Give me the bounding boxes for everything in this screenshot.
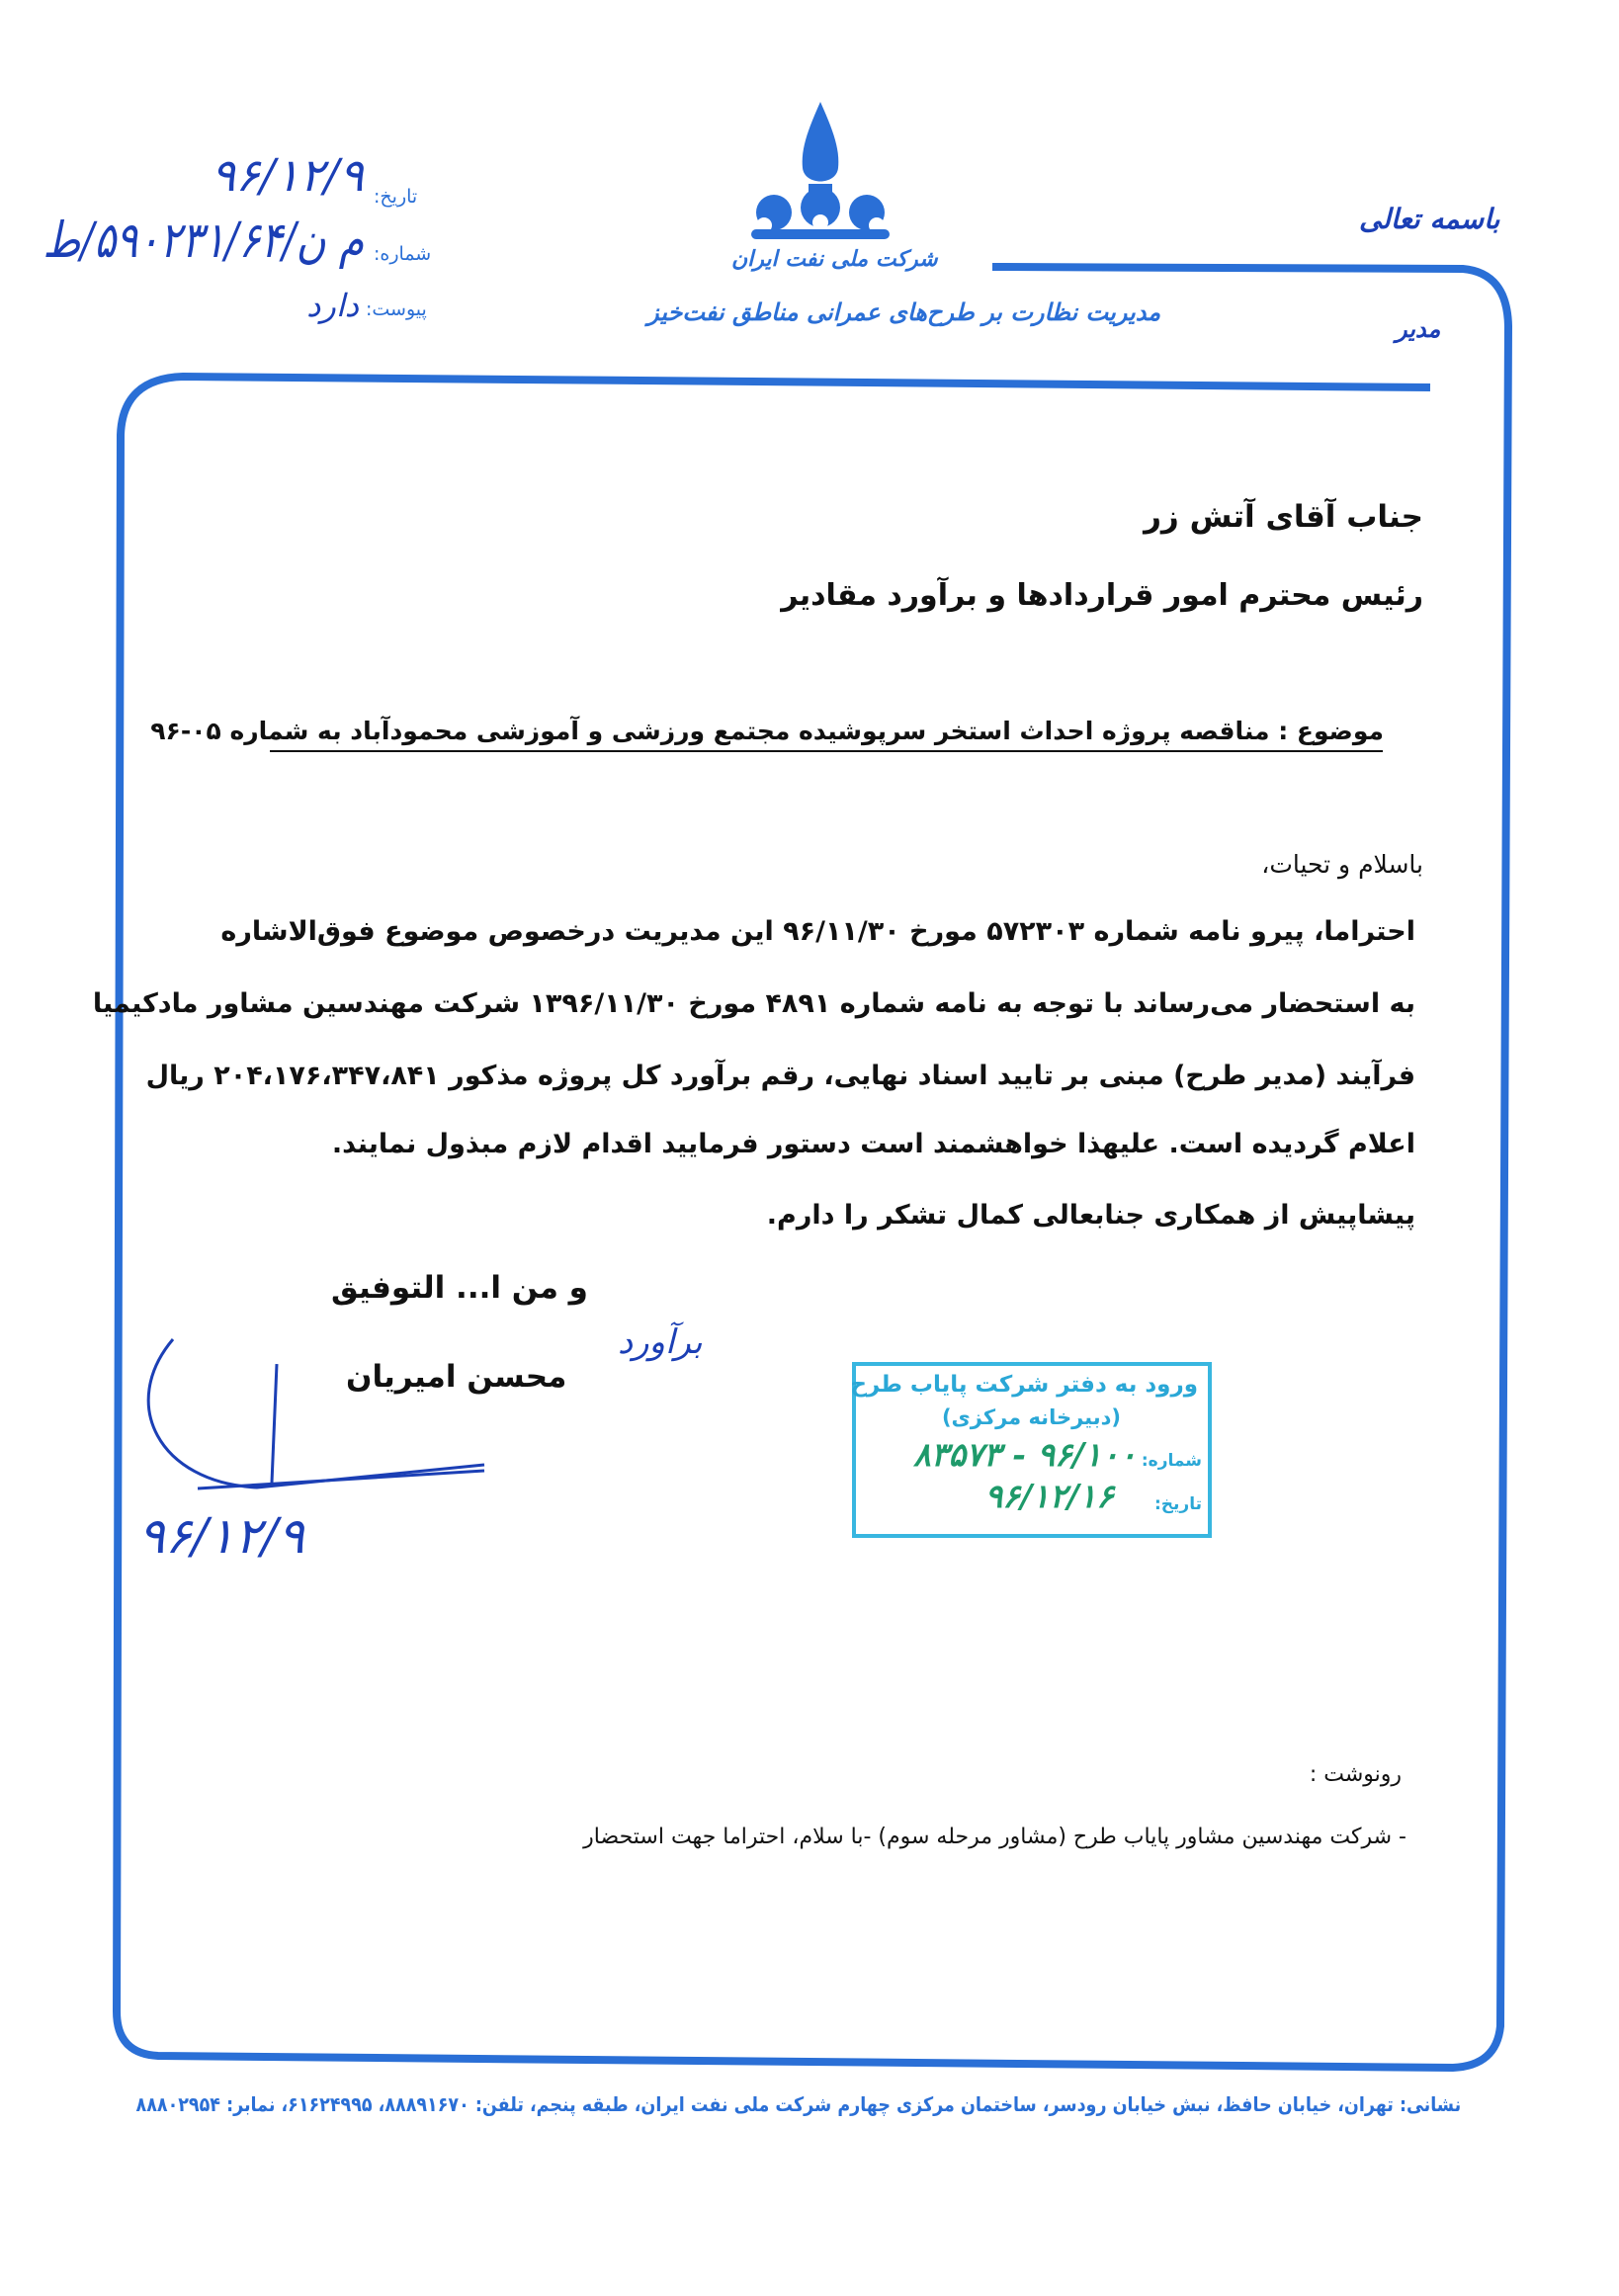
addressee: جناب آقای آتش زر: [1144, 499, 1423, 535]
attachment-label: پیوست:: [366, 298, 427, 320]
subject: موضوع : مناقصه پروژه احداث استخر سرپوشیده مجتمع ورزشی و آموزشی محمودآباد به شماره ۰۵-۹۶: [150, 717, 1384, 745]
basmala: باسمه تعالی: [1359, 203, 1500, 235]
department-name: مدیریت نظارت بر طرح‌های عمرانی مناطق نفت‌خیز: [647, 298, 1161, 326]
body-line-1: احتراما، پیرو نامه شماره ۵۷۲۳۰۳ مورخ ۹۶/۱۱/۳۰ این مدیریت درخصوص موضوع فوق‌الاشاره: [220, 916, 1415, 947]
nioc-logo: [751, 102, 890, 239]
company-name: شرکت ملی نفت ایران: [731, 247, 938, 272]
body-line-3: فرآیند (مدیر طرح) مبنی بر تایید اسناد نهایی، رقم برآورد کل پروژه مذکور ۲۰۴،۱۷۶،۳۴۷،۸۴۱ ریال: [145, 1061, 1415, 1091]
closing-line: پیشاپیش از همکاری جنابعالی کمال تشکر را دارم.: [766, 1200, 1415, 1231]
date-label: تاریخ:: [374, 186, 418, 208]
number-label: شماره:: [374, 243, 432, 265]
stamp-subtitle: (دبیرخانه مرکزی): [941, 1405, 1121, 1429]
stamp-number-label: شماره:: [1141, 1451, 1202, 1471]
greeting: باسلام و تحیات،: [1261, 850, 1423, 879]
attachment-value: دارد: [306, 287, 359, 324]
recipient-role: مدیر: [1396, 314, 1441, 343]
addressee-title: رئیس محترم امور قراردادها و برآورد مقادیر: [781, 578, 1423, 613]
stamp-date-value: ۹۶/۱۲/۱۶: [984, 1477, 1114, 1515]
handwritten-date: ۹۶/۱۲/۹: [138, 1507, 304, 1565]
body-line-4: اعلام گردیده است. علیهذا خواهشمند است دستور فرمایید اقدام لازم مبذول نمایند.: [331, 1129, 1415, 1159]
footer-address: نشانی: تهران، خیابان حافظ، نبش خیابان رودسر، ساختمان مرکزی چهارم شرکت ملی نفت ایران، طبقه پنجم، تلفن: ۸۸۸۹۱۶۷۰، ۶۱۶۲۴۹۹۵، نمابر: ۸۸۸۰۲۹۵۴: [135, 2092, 1461, 2116]
valediction: و من ا... التوفیق: [331, 1270, 588, 1306]
stamp-number-value: ۸۳۵۷۳ - ۹۶/۱۰۰: [913, 1435, 1137, 1474]
stamp-date-label: تاریخ:: [1154, 1494, 1202, 1514]
stamp-title: ورود به دفتر شرکت پایاب طرح: [850, 1372, 1198, 1398]
signatory-name: محسن امیریان: [346, 1359, 567, 1395]
handwritten-note: برآورد: [618, 1322, 703, 1362]
number-value: م ن/۵۹۰۲۳۱/۶۴/ط: [43, 212, 364, 269]
date-value: ۹۶/۱۲/۹: [211, 148, 364, 202]
cc-item: - شرکت مهندسین مشاور پایاب طرح (مشاور مرحله سوم) -با سلام، احتراما جهت استحضار: [583, 1825, 1406, 1849]
received-stamp: [852, 1362, 1212, 1538]
body-line-2: به استحضار می‌رساند با توجه به نامه شماره ۴۸۹۱ مورخ ۱۳۹۶/۱۱/۳۰ شرکت مهندسین مشاور مادکیمیا: [92, 988, 1415, 1019]
cc-label: رونوشت :: [1309, 1762, 1402, 1787]
